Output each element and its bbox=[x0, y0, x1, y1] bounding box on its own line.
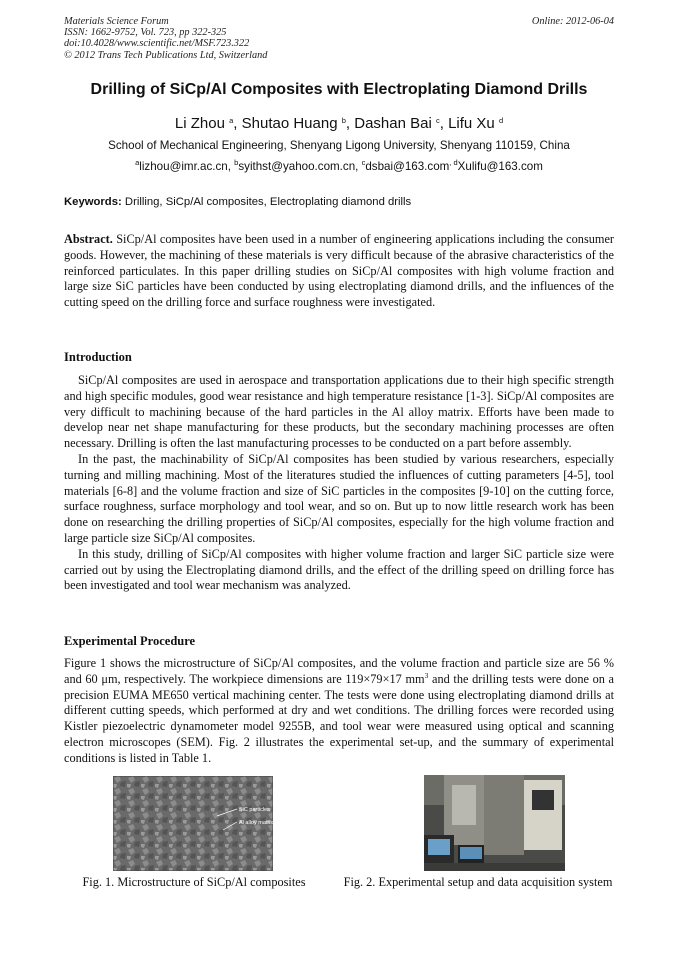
email-address[interactable]: syithst@yahoo.com.cn, bbox=[238, 160, 362, 173]
figure-1-caption: Fig. 1. Microstructure of SiCp/Al composites bbox=[82, 875, 306, 889]
doi-line: doi:10.4028/www.scientific.net/MSF.723.322 bbox=[64, 38, 250, 50]
email-mark: d bbox=[453, 158, 458, 167]
paragraph: In the past, the machinability of SiCp/Al composites has been studied by various researchers, especially turning and milling machining. Most of the literatures studied the influences of cutting parameters [4-5], tool materials [6-8] and the volume fraction and size of SiC particles in the composites [9-10] on the cutting force, surface roughness, surface morphology and tool wear, and so on. But up to now little research work has been done on researching the drilling properties of SiCp/Al composites, especially for the high volume fraction and large particle size SiCp/Al composites. bbox=[64, 451, 614, 545]
figure-1-micrograph bbox=[113, 776, 273, 871]
author-mark: b bbox=[341, 116, 346, 125]
introduction-body bbox=[64, 373, 614, 594]
figure-2-setup-photo bbox=[424, 775, 565, 871]
paper-title: Drilling of SiCp/Al Composites with Electroplating Diamond Drills bbox=[90, 81, 588, 98]
email-separator: , bbox=[449, 158, 454, 167]
introduction-heading: Introduction bbox=[64, 350, 132, 364]
paragraph: In this study, drilling of SiCp/Al composites with higher volume fraction and larger SiC particle size were carried out by using the Electroplating diamond drills, and the effect of the drilling speed on drilling force has been investigated and tool wear mechanism was analyzed. bbox=[64, 546, 614, 593]
online-date: Online: 2012-06-04 bbox=[531, 16, 614, 27]
paragraph: SiCp/Al composites are used in aerospace and transportation applications due to their high specific strength and high specific modules, good wear resistance and high temperature resistance [1-3]. SiCp/Al composites are very difficult to machining because of the hard particles in the Al alloy matrix. Efforts have been made to develop near net shape manufacturing for these products, but the secondary machining processes are often necessary. Drilling is often the last manufacturing processes to be conducted on a part before assembly. bbox=[64, 373, 614, 451]
experimental-heading: Experimental Procedure bbox=[64, 634, 196, 648]
author-mark: c bbox=[435, 116, 440, 125]
email-address[interactable]: Xulifu@163.com bbox=[457, 160, 543, 173]
sic-particles-label: SiC particles bbox=[239, 807, 270, 813]
copyright-line: © 2012 Trans Tech Publications Ltd, Switzerland bbox=[64, 49, 268, 61]
author-name: Lifu Xu bbox=[448, 115, 495, 132]
al-matrix-label: Al alloy matrix bbox=[239, 820, 273, 826]
author-name: Shutao Huang bbox=[241, 115, 338, 132]
superscript: 3 bbox=[424, 670, 429, 680]
figure-2-caption: Fig. 2. Experimental setup and data acquisition system bbox=[343, 875, 613, 889]
email-mark: a bbox=[135, 158, 140, 167]
email-address[interactable]: dsbai@163.com bbox=[365, 160, 450, 173]
micrograph-image bbox=[113, 776, 273, 871]
email-mark: b bbox=[234, 158, 239, 167]
author-name: Dashan Bai bbox=[354, 115, 432, 132]
setup-photo-image bbox=[424, 775, 565, 871]
author-mark: a bbox=[229, 116, 234, 125]
abstract bbox=[64, 232, 614, 311]
keywords bbox=[64, 196, 411, 208]
email-address[interactable]: lizhou@imr.ac.cn, bbox=[139, 160, 235, 173]
author-name: Li Zhou bbox=[174, 115, 225, 132]
keywords-text: Drilling, SiCp/Al composites, Electroplating diamond drills bbox=[121, 196, 412, 208]
issn-line: ISSN: 1662-9752, Vol. 723, pp 322-325 bbox=[64, 27, 227, 39]
experimental-body bbox=[64, 656, 614, 767]
author-list: Li Zhou $^a$, Shutao Huang $^b$, Dashan Bai $^c$, Lifu Xu $^d$ bbox=[174, 115, 504, 132]
email-mark: c bbox=[361, 158, 366, 167]
keywords-label: Keywords: bbox=[64, 196, 122, 208]
abstract-text: SiCp/Al composites have been used in a number of engineering applications including the consumer goods. However, the machining of these materials is very difficult because of the abrasive characteristics of the reinforced particulates. In this paper drilling studies on SiCp/Al composites with high volume fraction and large size SiC particles have been conducted by using electroplating diamond drills, and the influences of the cutting speed on the drilling force and surface roughness were investigated. bbox=[64, 232, 614, 310]
journal-name: Materials Science Forum bbox=[64, 16, 169, 27]
abstract-label: Abstract. bbox=[64, 232, 113, 246]
journal-header bbox=[64, 16, 267, 61]
author-mark: d bbox=[498, 116, 504, 125]
paragraph: Figure 1 shows the microstructure of SiCp/Al composites, and the volume fraction and particle size are 56 % and 60 μm, respectively. The workpiece dimensions are 119×79×17 $mm^3$ and the drilling tests were done on a precision EUMA ME650 vertical machining center. The tests were done using electroplating diamond drills at different cutting speeds, which performed at dry and wet conditions. The drilling forces were recorded using Kistler piezoelectric dynamometer model 9255B, and tool wear were measured using optical and scanning electron microscopes (SEM). Fig. 2 illustrates the experimental set-up, and the summary of experimental conditions is listed in Table 1. bbox=[64, 656, 614, 765]
email-list bbox=[0, 160, 678, 173]
affiliation: School of Mechanical Engineering, Shenyang Ligong University, Shenyang 110159, China bbox=[108, 139, 570, 152]
